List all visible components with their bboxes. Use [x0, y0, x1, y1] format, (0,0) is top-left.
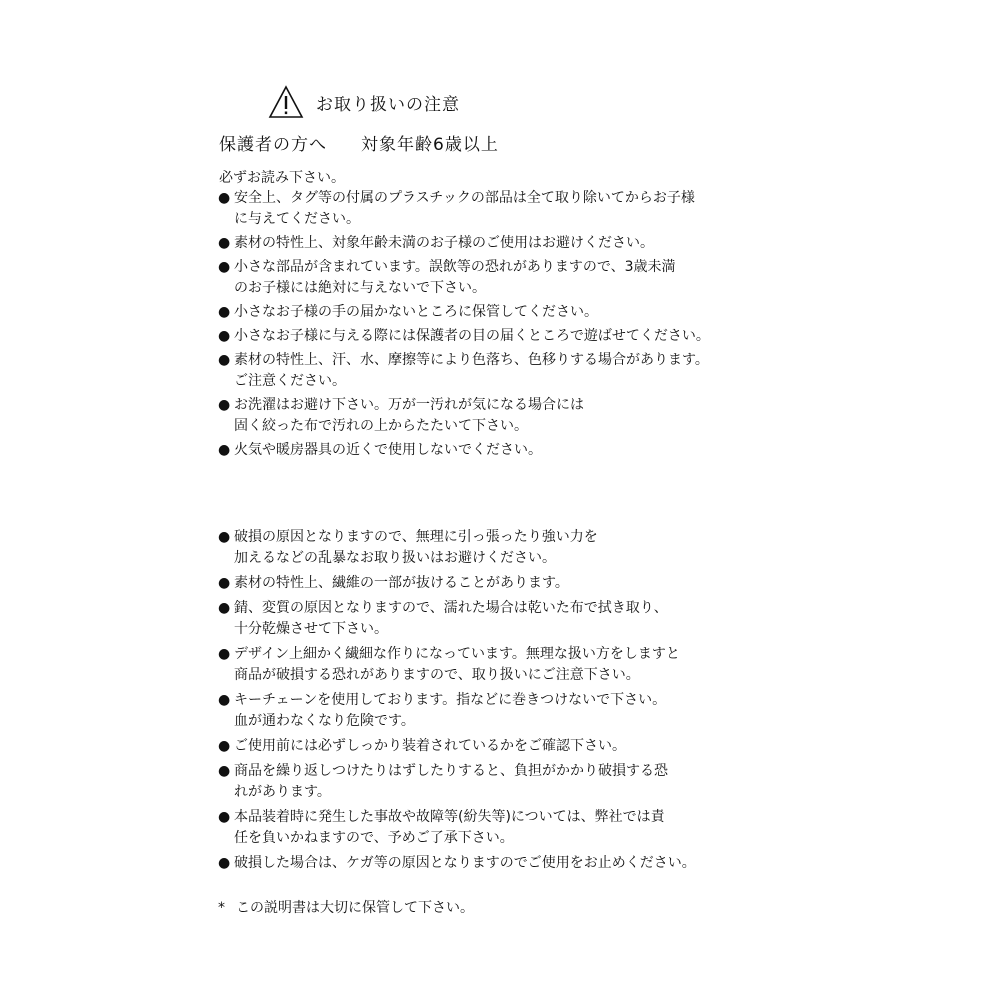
bullet-icon: ●: [218, 304, 231, 320]
precaution-item: [218, 761, 788, 803]
precaution-text: 素材の特性上、対象年齢未満のお子様のご使用はお避けください。: [234, 235, 654, 251]
precaution-text: 破損の原因となりますので、無理に引っ張ったり強い力を 加えるなどの乱暴なお取り扱いはお避けください。: [234, 529, 598, 566]
precaution-item: [218, 326, 788, 347]
precaution-text: ご使用前には必ずしっかり装着されているかをご確認下さい。: [234, 738, 626, 754]
precaution-item: [218, 853, 788, 874]
precaution-item: [218, 644, 788, 686]
precaution-text: キーチェーンを使用しております。指などに巻きつけないで下さい。 血が通わなくなり危険です。: [234, 692, 667, 729]
bullet-icon: ●: [218, 235, 231, 251]
guardian-label: 保護者の方へ: [219, 135, 327, 155]
precaution-item: [218, 302, 788, 323]
footnote-text: この説明書は大切に保管して下さい。: [236, 900, 474, 916]
precaution-text: お洗濯はお避け下さい。万が一汚れが気になる場合には 固く絞った布で汚れの上からたたいて下さい。: [234, 397, 584, 434]
footnote: [218, 898, 474, 919]
asterisk-icon: *: [218, 900, 225, 916]
bullet-icon: ●: [218, 328, 231, 344]
precaution-text: 素材の特性上、汗、水、摩擦等により色落ち、色移りする場合があります。 ご注意ください。: [234, 352, 709, 389]
precautions-list-1: [218, 188, 788, 464]
precaution-item: [218, 395, 788, 437]
precaution-text: 火気や暖房器具の近くで使用しないでください。: [234, 442, 542, 458]
precaution-text: 素材の特性上、繊維の一部が抜けることがあります。: [234, 575, 569, 591]
precaution-text: 安全上、タグ等の付属のプラスチックの部品は全て取り除いてからお子様 に与えてください。: [234, 190, 695, 227]
bullet-icon: ●: [218, 190, 231, 206]
bullet-icon: ●: [218, 600, 231, 616]
precaution-text: 商品を繰り返しつけたりはずしたりすると、負担がかかり破損する恐 れがあります。: [234, 763, 668, 800]
precaution-text: 小さなお子様の手の届かないところに保管してください。: [234, 304, 598, 320]
precaution-text: 小さなお子様に与える際には保護者の目の届くところで遊ばせてください。: [234, 328, 710, 344]
precaution-item: [218, 233, 788, 254]
title-row: [268, 83, 460, 121]
bullet-icon: ●: [218, 855, 231, 871]
precaution-item: [218, 690, 788, 732]
precaution-item: [218, 257, 788, 299]
precaution-text: 破損した場合は、ケガ等の原因となりますのでご使用をお止めください。: [234, 855, 696, 871]
precaution-item: [218, 350, 788, 392]
page-title: お取り扱いの注意: [316, 94, 460, 115]
warning-triangle-icon: [268, 85, 304, 119]
target-age-label: 対象年齢6歳以上: [361, 135, 499, 155]
bullet-icon: ●: [218, 692, 231, 708]
bullet-icon: ●: [218, 529, 231, 545]
precaution-text: 錆、変質の原因となりますので、濡れた場合は乾いた布で拭き取り、 十分乾燥させて下さい。: [234, 600, 668, 637]
bullet-icon: ●: [218, 259, 231, 275]
bullet-icon: ●: [218, 646, 231, 662]
precaution-text: デザイン上細かく繊細な作りになっています。無理な扱い方をしますと 商品が破損する恐れがありますので、取り扱いにご注意下さい。: [234, 646, 680, 683]
bullet-icon: ●: [218, 763, 231, 779]
precaution-item: [218, 188, 788, 230]
bullet-icon: ●: [218, 809, 231, 825]
bullet-icon: ●: [218, 738, 231, 754]
precaution-item: [218, 527, 788, 569]
precaution-item: [218, 440, 788, 461]
bullet-icon: ●: [218, 442, 231, 458]
subheading: [219, 130, 499, 155]
precaution-item: [218, 736, 788, 757]
bullet-icon: ●: [218, 575, 231, 591]
precautions-list-2: [218, 527, 788, 878]
precaution-item: [218, 598, 788, 640]
bullet-icon: ●: [218, 352, 231, 368]
precaution-text: 本品装着時に発生した事故や故障等(紛失等)については、弊社では責 任を負いかねますので、予めご了承下さい。: [234, 809, 665, 846]
precaution-item: [218, 573, 788, 594]
bullet-icon: ●: [218, 397, 231, 413]
precaution-text: 小さな部品が含まれています。誤飲等の恐れがありますので、3歳未満 のお子様には絶対に与えないで下さい。: [234, 259, 676, 296]
precaution-item: [218, 807, 788, 849]
lead-text: 必ずお読み下さい。: [219, 170, 345, 186]
